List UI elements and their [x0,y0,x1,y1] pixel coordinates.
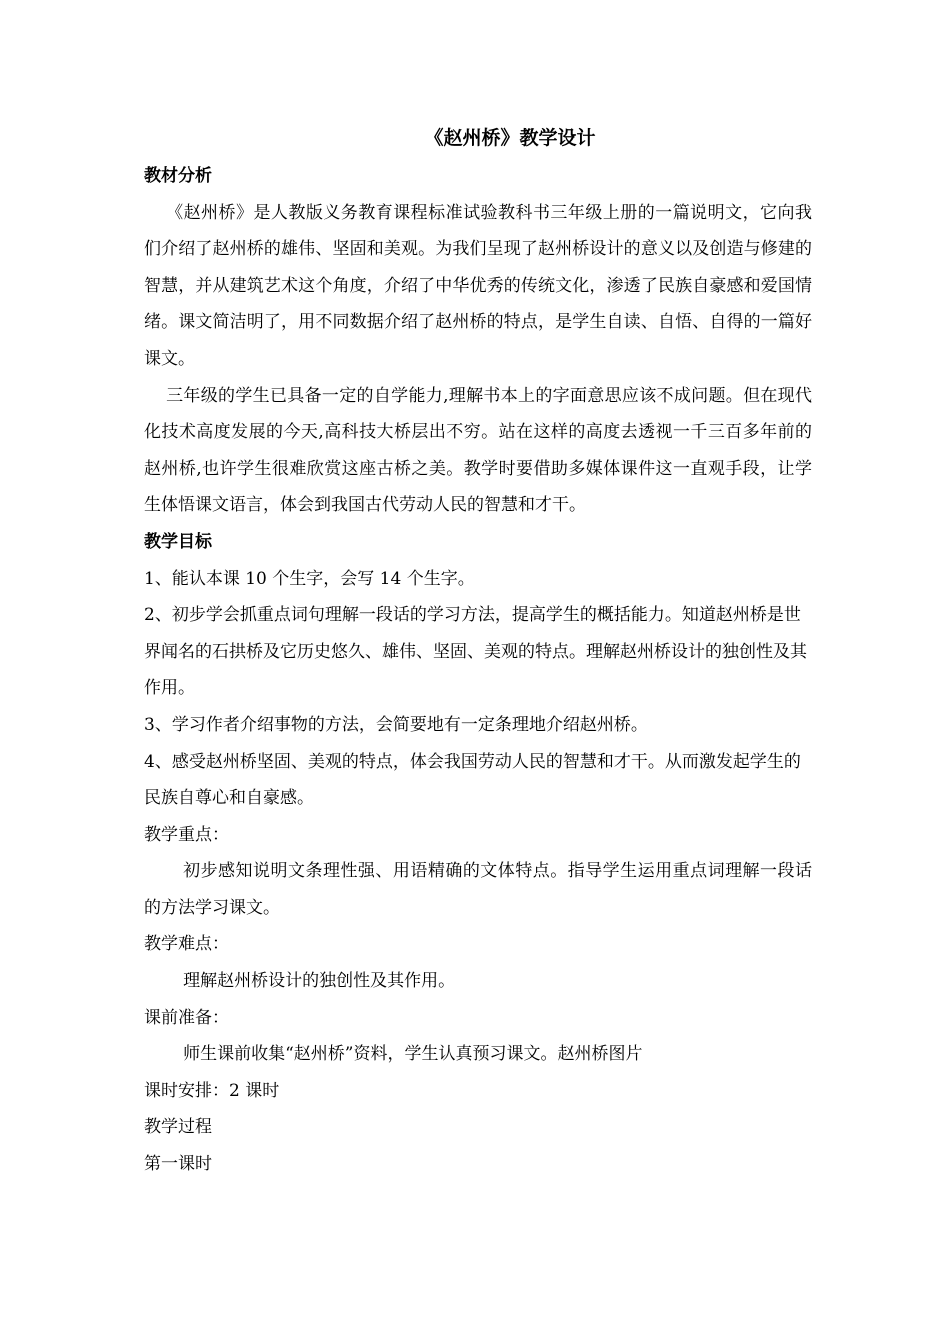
preparation-text: 师生课前收集“赵州桥”资料，学生认真预习课文。赵州桥图片 [183,1044,643,1065]
goal-item-4: 4、感受赵州桥坚固、美观的特点，体会我国劳动人民的智慧和才干。从而激发起学生的民族自尊心和自豪感。 [144,751,801,809]
document-title: 《赵州桥》教学设计 [424,127,596,149]
lesson-one-heading: 第一课时 [144,1154,212,1175]
process-heading: 教学过程 [144,1117,212,1138]
goals-heading: 教学目标 [144,531,212,552]
difficulty-label: 教学难点： [144,934,229,955]
analysis-heading: 教材分析 [144,166,212,186]
schedule-line: 课时安排：2 课时 [144,1080,280,1101]
difficulty-text: 理解赵州桥设计的独创性及其作用。 [183,971,456,992]
goal-item-1: 1、能认本课 10 个生字，会写 14 个生字。 [144,568,475,589]
document-body [144,118,812,1183]
goal-item-2: 2、初步学会抓重点词句理解一段话的学习方法，提高学生的概括能力。知道赵州桥是世界闻名的石拱桥及它历史悠久、雄伟、坚固、美观的特点。理解赵州桥设计的独创性及其作用。 [144,605,807,699]
key-point-label: 教学重点： [144,824,229,845]
goal-item-3: 3、学习作者介绍事物的方法，会简要地有一定条理地介绍赵州桥。 [144,714,648,735]
key-point-text: 初步感知说明文条理性强、用语精确的文体特点。指导学生运用重点词理解一段话的方法学习课文。 [144,861,812,918]
preparation-label: 课前准备： [144,1007,229,1028]
analysis-paragraph-1: 《赵州桥》是人教版义务教育课程标准试验教科书三年级上册的一篇说明文，它向我们介绍了赵州桥的雄伟、坚固和美观。为我们呈现了赵州桥设计的意义以及创造与修建的智慧，并从建筑艺术这个角度，介绍了中华优秀的传统文化，渗透了民族自豪感和爱国情绪。课文简洁明了，用不同数据介绍了赵州桥的特点，是学生自读、自悟、自得的一篇好课文。 [144,202,812,369]
analysis-paragraph-2: 三年级的学生已具备一定的自学能力,理解书本上的字面意思应该不成问题。但在现代化技术高度发展的今天,高科技大桥层出不穷。站在这样的高度去透视一千三百多年前的赵州桥,也许学生很难欣赏这座古桥之美。教学时要借助多媒体课件这一直观手段，让学生体悟课文语言，体会到我国古代劳动人民的智慧和才干。 [144,385,812,516]
